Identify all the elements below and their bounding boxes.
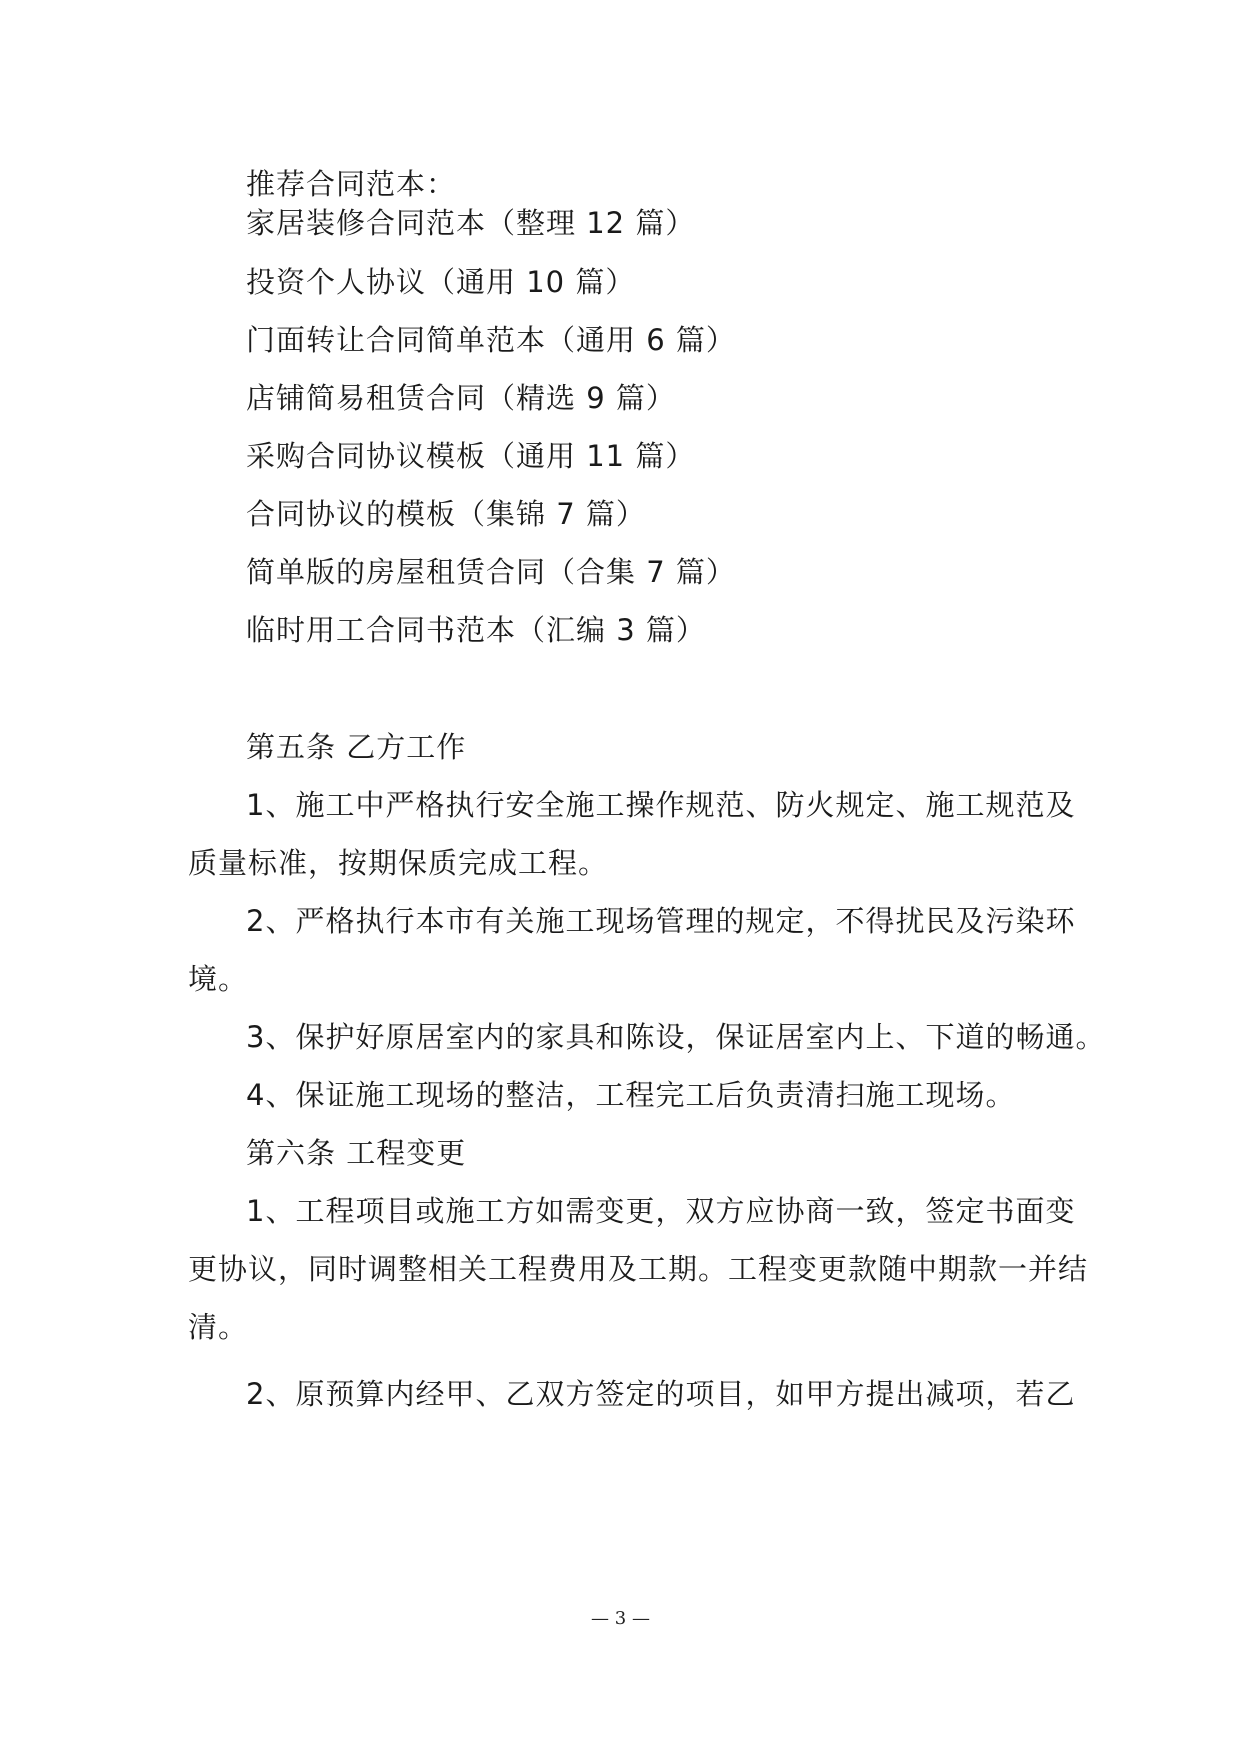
- recommend-link[interactable]: 采购合同协议模板（通用 11 篇）: [246, 439, 696, 473]
- article-six-paragraph-2: 2、原预算内经甲、乙双方签定的项目，如甲方提出减项，若乙: [246, 1377, 1076, 1411]
- article-five-paragraph-3: 3、保护好原居室内的家具和陈设，保证居室内上、下道的畅通。: [246, 1020, 1106, 1054]
- page-number: — 3 —: [591, 1608, 650, 1629]
- recommend-link[interactable]: 门面转让合同简单范本（通用 6 篇）: [246, 323, 736, 357]
- recommend-link[interactable]: 临时用工合同书范本（汇编 3 篇）: [246, 613, 706, 647]
- article-six-paragraph-1-end: 清。: [188, 1310, 249, 1344]
- article-six-paragraph-1: 1、工程项目或施工方如需变更，双方应协商一致，签定书面变: [246, 1194, 1076, 1228]
- article-five-paragraph-2: 2、严格执行本市有关施工现场管理的规定，不得扰民及污染环: [246, 904, 1076, 938]
- article-five-paragraph-4: 4、保证施工现场的整洁，工程完工后负责清扫施工现场。: [246, 1078, 1016, 1112]
- article-five-heading: 第五条 乙方工作: [246, 730, 467, 764]
- article-six-heading: 第六条 工程变更: [246, 1136, 467, 1170]
- recommend-heading: 推荐合同范本：: [246, 167, 457, 201]
- article-five-paragraph-2-cont: 境。: [188, 962, 249, 996]
- article-six-paragraph-1-cont: 更协议，同时调整相关工程费用及工期。工程变更款随中期款一并结: [188, 1252, 1089, 1286]
- recommend-link[interactable]: 简单版的房屋租赁合同（合集 7 篇）: [246, 555, 736, 589]
- article-five-paragraph-1-cont: 质量标准，按期保质完成工程。: [188, 846, 609, 880]
- recommend-link[interactable]: 投资个人协议（通用 10 篇）: [246, 265, 636, 299]
- recommend-link[interactable]: 家居装修合同范本（整理 12 篇）: [246, 206, 696, 240]
- article-five-paragraph-1: 1、施工中严格执行安全施工操作规范、防火规定、施工规范及: [246, 788, 1076, 822]
- recommend-link[interactable]: 合同协议的模板（集锦 7 篇）: [246, 497, 646, 531]
- recommend-link[interactable]: 店铺简易租赁合同（精选 9 篇）: [246, 381, 676, 415]
